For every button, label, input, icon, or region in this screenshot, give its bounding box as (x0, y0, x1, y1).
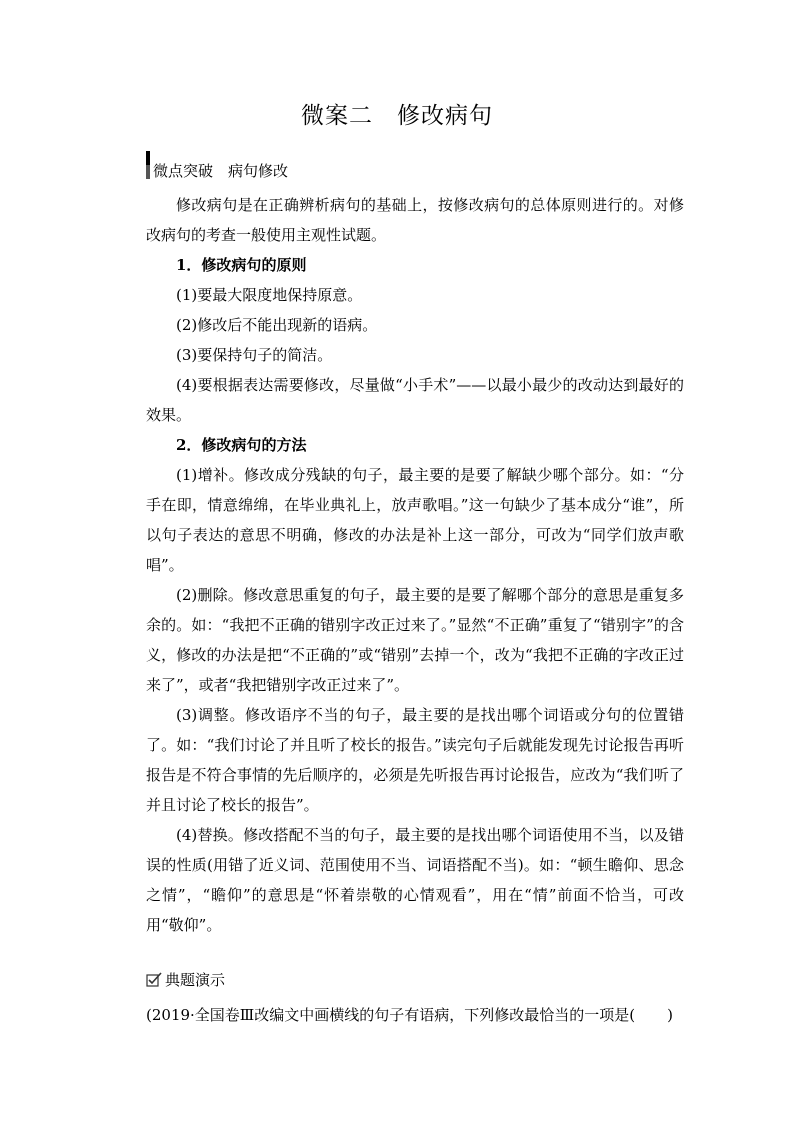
section-heading (146, 158, 288, 182)
section-heading-label: 微点突破 病句修改 (153, 161, 289, 180)
paragraph: (1)要最大限度地保持原意。 (176, 286, 363, 304)
paragraph: (1)增补。修改成分残缺的句子，最主要的是要了解缺少哪个部分。如：“分手在即，情意绵绵，在毕业典礼上，放声歌唱。”这一句缺少了基本成分“谁”，所以句子表达的意思不明确，修改的办法是补上这一部分，可改为“同学们放声歌唱”。 (146, 466, 684, 574)
demo-heading-label: 典题演示 (165, 971, 226, 989)
subsection-heading: 2．修改病句的方法 (176, 436, 307, 454)
check-pencil-icon (146, 972, 162, 987)
paragraph: 修改病句是在正确辨析病句的基础上，按修改病句的总体原则进行的。对修改病句的考查一般使用主观性试题。 (146, 196, 684, 244)
paragraph: (3)调整。修改语序不当的句子，最主要的是找出哪个词语或分句的位置错了。如：“我们讨论了并且听了校长的报告。”读完句子后就能发现先讨论报告再听报告是不符合事情的先后顺序的，必须是先听报告再讨论报告，应改为“我们听了并且讨论了校长的报告”。 (146, 706, 684, 814)
paragraph: (3)要保持句子的简洁。 (176, 346, 333, 364)
paragraph: (4)替换。修改搭配不当的句子，最主要的是找出哪个词语使用不当，以及错误的性质(用错了近义词、范围使用不当、词语搭配不当)。如：“顿生瞻仰、思念之情”，“瞻仰”的意思是“怀着崇敬的心情观看”，用在“情”前面不恰当，可改用“敬仰”。 (146, 826, 684, 934)
question-text (146, 1000, 684, 1030)
section-marker-icon (146, 151, 150, 173)
question-stem: (2019·全国卷Ⅲ改编文中画横线的句子有语病，下列修改最恰当的一项是( (146, 1006, 636, 1024)
page-title: 微案二 修改病句 (301, 103, 493, 129)
subsection-heading: 1．修改病句的原则 (176, 256, 307, 274)
paragraph: (2)删除。修改意思重复的句子，最主要的是要了解哪个部分的意思是重复多余的。如：“我把不正确的错别字改正过来了。”显然“不正确”重复了“错别字”的含义，修改的办法是把“不正确的”或“错别”去掉一个，改为“我把不正确的字改正过来了”，或者“我把错别字改正过来了”。 (146, 586, 684, 694)
question-close: ) (667, 1006, 673, 1024)
paragraph: (2)修改后不能出现新的语病。 (176, 316, 378, 334)
paragraph: (4)要根据表达需要修改，尽量做“小手术”——以最小最少的改动达到最好的效果。 (146, 376, 684, 424)
body-text (146, 190, 684, 940)
demo-heading (146, 969, 225, 990)
